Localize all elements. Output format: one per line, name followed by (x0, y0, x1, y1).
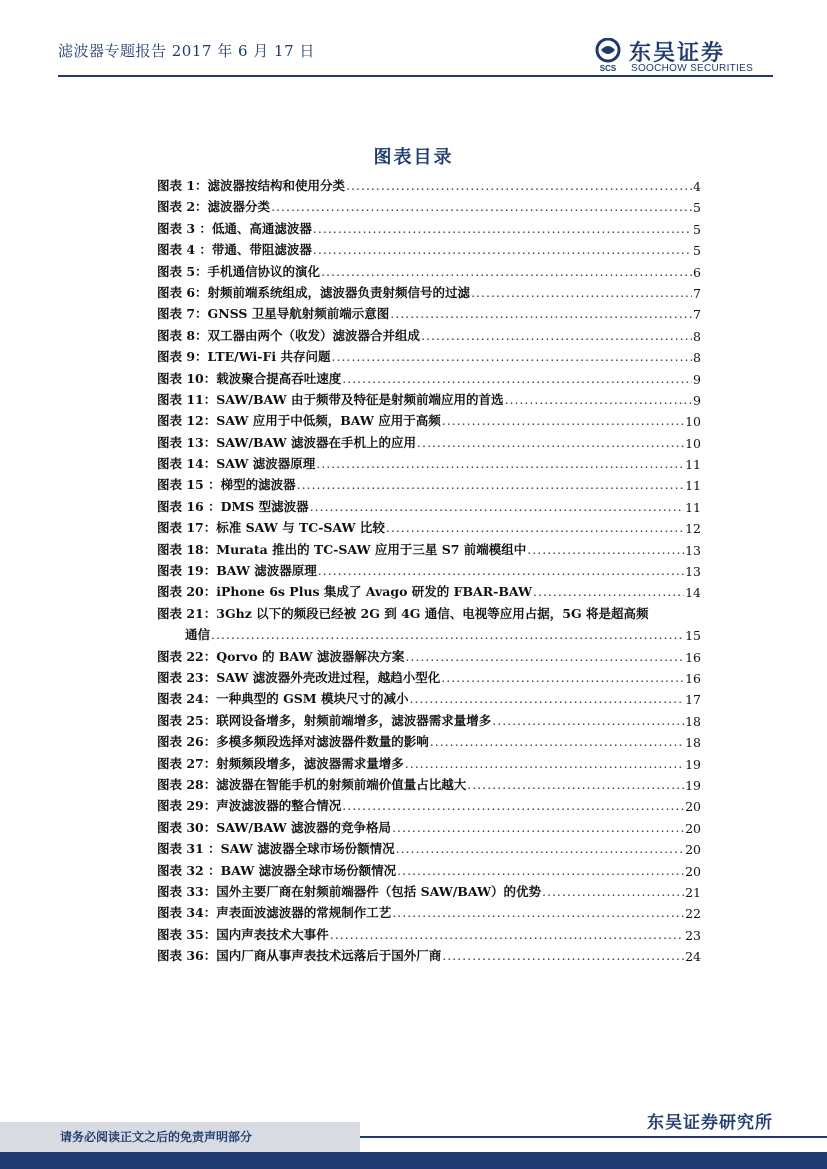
toc-entry-page: 16 (685, 670, 701, 686)
toc-entry[interactable] (157, 387, 701, 408)
footer-divider (360, 1136, 827, 1138)
toc-entry-page: 20 (685, 820, 701, 836)
toc-entry-label: 图表 14：SAW 滤波器原理 (157, 456, 316, 472)
toc-leader-dots (405, 649, 684, 664)
toc-entry[interactable] (157, 836, 701, 857)
toc-leader-dots (405, 756, 684, 771)
toc-entry-page: 12 (685, 521, 701, 537)
toc-entry[interactable] (157, 900, 701, 921)
toc-entry-page: 21 (685, 884, 701, 900)
toc-entry-page: 8 (693, 328, 701, 344)
toc-entry[interactable] (157, 857, 701, 878)
toc-entry[interactable] (157, 237, 701, 258)
toc-entry-label: 图表 4 ：带通、带阻滤波器 (157, 242, 312, 258)
toc-entry-label: 图表 36：国内厂商从事声表技术远落后于国外厂商 (157, 948, 442, 964)
toc-entry[interactable] (157, 729, 701, 750)
toc-leader-dots (392, 905, 684, 920)
toc-leader-dots (316, 456, 684, 471)
toc-entry[interactable] (157, 258, 701, 279)
toc-entry[interactable] (157, 408, 701, 429)
toc-entry[interactable] (157, 536, 701, 557)
toc-entry-page: 20 (685, 842, 701, 858)
footer-bar (0, 1152, 827, 1169)
toc-entry-label: 图表 20：iPhone 6s Plus 集成了 Avago 研发的 FBAR-BAW (157, 584, 533, 600)
toc-entry-label: 图表 10：载波聚合提高吞吐速度 (157, 370, 342, 386)
toc-entry-page: 18 (685, 713, 701, 729)
toc-leader-dots (211, 627, 684, 642)
toc-leader-dots (331, 349, 692, 364)
toc-entry-label: 图表 12：SAW 应用于中低频，BAW 应用于高频 (157, 413, 441, 429)
toc-entry-label: 图表 35：国内声表技术大事件 (157, 926, 329, 942)
toc-leader-dots (342, 798, 684, 813)
toc-entry[interactable] (157, 814, 701, 835)
toc-leader-dots (313, 221, 692, 236)
toc-entry[interactable] (157, 179, 701, 194)
toc-entry-page: 17 (685, 692, 701, 708)
toc-entry-label: 图表 13：SAW/BAW 滤波器在手机上的应用 (157, 434, 416, 450)
toc-entry[interactable] (157, 515, 701, 536)
header-divider (58, 75, 773, 77)
toc-entry-page: 5 (693, 221, 701, 237)
toc-entry-label: 图表 22：Qorvo 的 BAW 滤波器解决方案 (157, 648, 405, 664)
toc-entry-label: 图表 27：射频频段增多，滤波器需求量增多 (157, 755, 404, 771)
toc-entry[interactable] (157, 194, 701, 215)
toc-entry[interactable] (157, 793, 701, 814)
toc-entry-page: 9 (693, 371, 701, 387)
report-header-title: 滤波器专题报告 2017 年 6 月 17 日 (58, 42, 315, 60)
toc-entry-label: 图表 30：SAW/BAW 滤波器的竞争格局 (157, 819, 391, 835)
toc-leader-dots (330, 927, 684, 942)
toc-entry-label: 图表 7：GNSS 卫星导航射频前端示意图 (157, 306, 390, 322)
toc-entry[interactable] (157, 451, 701, 472)
toc-entry-page: 14 (685, 585, 701, 601)
toc-entry[interactable] (157, 215, 701, 236)
toc-entry-label: 图表 28：滤波器在智能手机的射频前端价值量占比越大 (157, 776, 467, 792)
toc-entry-page: 23 (685, 927, 701, 943)
toc-entry-page: 19 (685, 777, 701, 793)
toc-leader-dots (492, 713, 684, 728)
logo-english-name: SOOCHOW SECURITIES (631, 63, 754, 74)
toc-entry-label: 图表 19：BAW 滤波器原理 (157, 563, 317, 579)
toc-leader-dots (527, 542, 684, 557)
toc-entry-page: 19 (685, 756, 701, 772)
toc-leader-dots (318, 563, 684, 578)
toc-leader-dots (442, 413, 684, 428)
toc-leader-dots (297, 477, 684, 492)
toc-leader-dots (417, 435, 684, 450)
toc-entry-page: 18 (685, 735, 701, 751)
toc-entry[interactable] (157, 772, 701, 793)
toc-entry-label: 图表 17：标准 SAW 与 TC-SAW 比较 (157, 520, 385, 536)
toc-leader-dots (313, 242, 692, 257)
toc-entry[interactable] (157, 365, 701, 386)
toc-leader-dots (471, 285, 692, 300)
toc-entry-label: 图表 15 ：梯型的滤波器 (157, 477, 296, 493)
toc-entry-label: 图表 2：滤波器分类 (157, 199, 271, 215)
toc-entry-page: 20 (685, 799, 701, 815)
toc-entry-label: 图表 8：双工器由两个（收发）滤波器合并组成 (157, 327, 421, 343)
toc-leader-dots (321, 264, 692, 279)
logo-chinese-name: 东吴证券 (629, 41, 726, 66)
toc-leader-dots (346, 179, 692, 193)
toc-entry-label: 图表 18：Murata 推出的 TC-SAW 应用于三星 S7 前端模组中 (157, 541, 527, 557)
toc-leader-dots (397, 863, 684, 878)
toc-entry-label: 图表 32 ：BAW 滤波器全球市场份额情况 (157, 862, 397, 878)
toc-entry-page: 5 (693, 200, 701, 216)
toc-entry[interactable] (157, 665, 701, 686)
toc-entry-page: 13 (685, 564, 701, 580)
toc-entry[interactable] (157, 643, 701, 664)
toc-entry-page: 13 (685, 542, 701, 558)
toc-entry[interactable] (157, 301, 701, 322)
toc-entry[interactable] (157, 579, 701, 600)
toc-leader-dots (386, 520, 684, 535)
toc-leader-dots (390, 306, 692, 321)
toc-title: 图表目录 (373, 147, 454, 168)
toc-entry-page: 4 (693, 179, 701, 194)
toc-entry-page: 7 (693, 285, 701, 301)
toc-entry[interactable] (157, 750, 701, 771)
toc-entry-page: 11 (685, 499, 701, 515)
toc-entry-label: 图表 9：LTE/Wi-Fi 共存问题 (157, 349, 331, 365)
toc-entry[interactable] (157, 558, 701, 579)
toc-leader-dots (467, 777, 684, 792)
toc-entry-label: 图表 34：声表面波滤波器的常规制作工艺 (157, 905, 392, 921)
toc-leader-dots (271, 199, 692, 214)
toc-entry-page: 5 (693, 243, 701, 259)
toc-entry[interactable] (157, 686, 701, 707)
toc-entry[interactable] (157, 921, 701, 942)
toc-entry-label: 图表 6：射频前端系统组成，滤波器负责射频信号的过滤 (157, 284, 471, 300)
table-of-figures (157, 179, 701, 964)
toc-entry-label: 图表 21：3Ghz 以下的频段已经被 2G 到 4G 通信、电视等应用占据，5G 将是超高频 (157, 605, 649, 621)
footer-organization: 东吴证券研究所 (647, 1113, 773, 1133)
toc-entry-label: 通信 (185, 627, 211, 643)
toc-entry-page: 22 (685, 906, 701, 922)
toc-entry-label: 图表 33：国外主要厂商在射频前端器件（包括 SAW/BAW）的优势 (157, 883, 541, 899)
toc-entry-page: 10 (685, 414, 701, 430)
toc-leader-dots (396, 841, 685, 856)
toc-entry[interactable] (157, 707, 701, 728)
toc-leader-dots (392, 820, 684, 835)
toc-leader-dots (505, 392, 693, 407)
toc-leader-dots (410, 691, 685, 706)
toc-entry[interactable] (157, 600, 701, 621)
toc-entry[interactable] (157, 622, 701, 643)
toc-leader-dots (310, 499, 684, 514)
toc-entry-page: 24 (685, 949, 701, 965)
toc-entry[interactable] (157, 280, 701, 301)
toc-leader-dots (533, 584, 684, 599)
toc-entry-label: 图表 16 ：DMS 型滤波器 (157, 498, 309, 514)
toc-entry-page: 11 (685, 478, 701, 494)
toc-leader-dots (430, 734, 684, 749)
toc-entry-page: 9 (693, 392, 701, 408)
toc-leader-dots (342, 371, 692, 386)
toc-leader-dots (421, 328, 692, 343)
toc-entry-label: 图表 24：一种典型的 GSM 模块尺寸的减小 (157, 691, 409, 707)
toc-entry[interactable] (157, 429, 701, 450)
toc-leader-dots (542, 884, 684, 899)
toc-entry-page: 20 (685, 863, 701, 879)
toc-entry[interactable] (157, 472, 701, 493)
toc-entry[interactable] (157, 879, 701, 900)
toc-entry[interactable] (157, 344, 701, 365)
toc-entry-label: 图表 11：SAW/BAW 由于频带及特征是射频前端应用的首选 (157, 391, 504, 407)
toc-entry-label: 图表 25：联网设备增多，射频前端增多，滤波器需求量增多 (157, 712, 492, 728)
toc-leader-dots (442, 948, 684, 963)
toc-entry-page: 11 (685, 457, 701, 473)
toc-entry-label: 图表 26：多模多频段选择对滤波器件数量的影响 (157, 734, 429, 750)
toc-entry-page: 15 (685, 628, 701, 644)
toc-entry-label: 图表 31 ：SAW 滤波器全球市场份额情况 (157, 841, 395, 857)
toc-entry[interactable] (157, 322, 701, 343)
toc-entry-page: 8 (693, 350, 701, 366)
company-logo (593, 38, 773, 74)
toc-entry-page: 6 (693, 264, 701, 280)
toc-entry-label: 图表 1：滤波器按结构和使用分类 (157, 179, 346, 193)
toc-entry[interactable] (157, 943, 701, 964)
footer-disclaimer: 请务必阅读正文之后的免责声明部分 (60, 1130, 253, 1144)
toc-entry-label: 图表 5：手机通信协议的演化 (157, 263, 321, 279)
logo-mark-text: SCS (599, 64, 617, 72)
toc-entry-page: 7 (693, 307, 701, 323)
toc-entry[interactable] (157, 493, 701, 514)
toc-entry-label: 图表 23：SAW 滤波器外壳改进过程，越趋小型化 (157, 669, 441, 685)
toc-entry-label: 图表 3 ：低通、高通滤波器 (157, 220, 312, 236)
toc-entry-label: 图表 29：声波滤波器的整合情况 (157, 798, 342, 814)
toc-entry-page: 10 (685, 435, 701, 451)
toc-entry-page: 16 (685, 649, 701, 665)
toc-leader-dots (441, 670, 684, 685)
soochow-logo-icon (593, 38, 623, 72)
